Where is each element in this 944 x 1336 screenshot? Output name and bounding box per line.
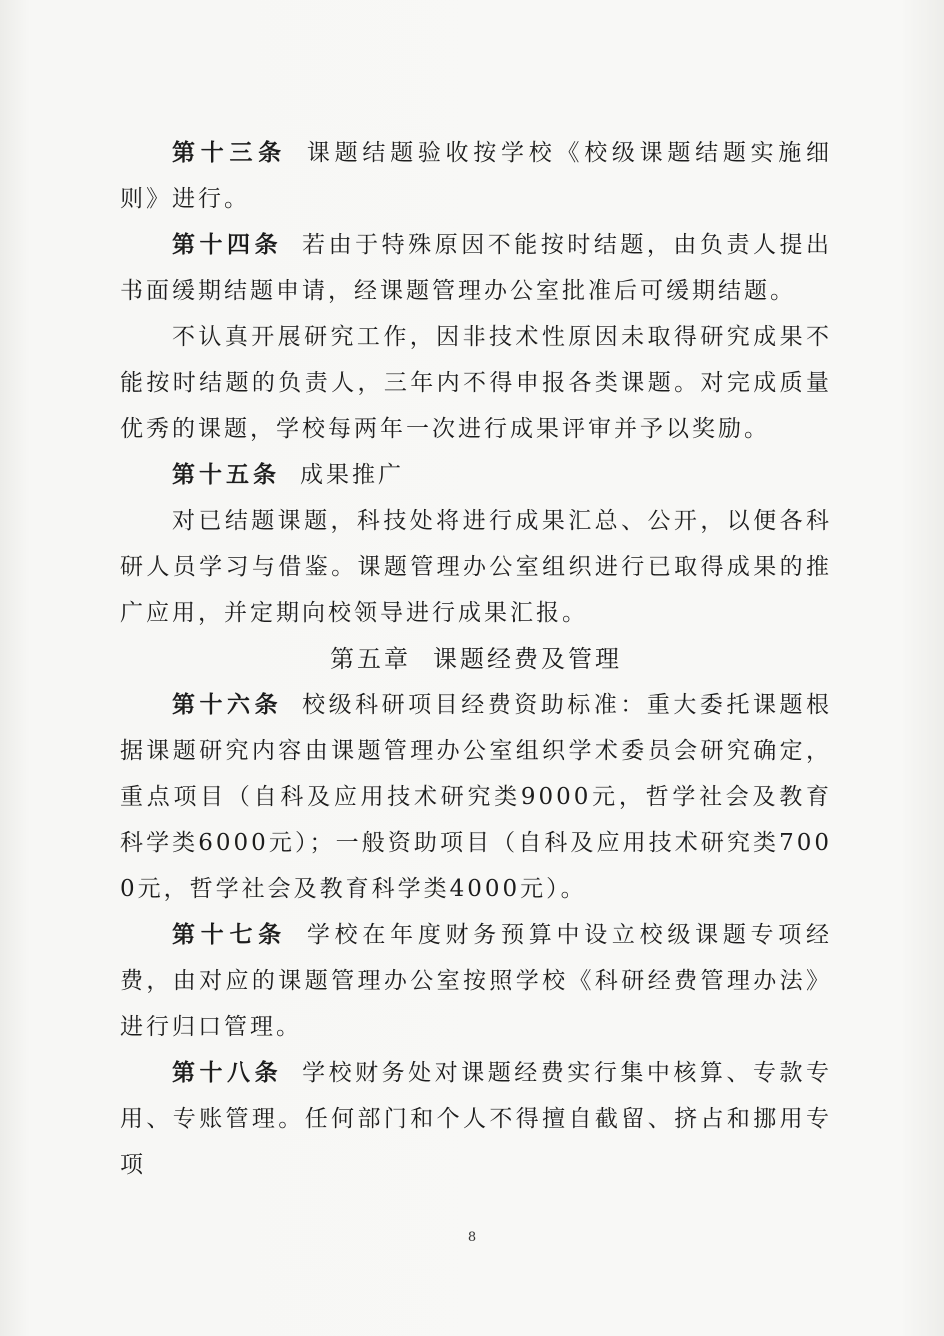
article-13-text: 课题结题验收按学校《校级课题结题实施细则》进行。 (120, 140, 833, 212)
article-16 (120, 682, 832, 912)
article-16-text: 校级科研项目经费资助标准：重大委托课题根据课题研究内容由课题管理办公室组织学术委员会研究确定，重点项目（自科及应用技术研究类9000元，哲学社会及教育科学类6000元）；一般资助项目（自科及应用技术研究类7000元，哲学社会及教育科学类4000元）。 (120, 692, 833, 902)
article-15-text: 成果推广 (300, 462, 404, 488)
page-number: 8 (467, 1230, 477, 1245)
article-13-title: 第十三条 (172, 139, 287, 166)
article-14 (120, 222, 832, 314)
article-18 (120, 1050, 832, 1188)
article-18-text: 学校财务处对课题经费实行集中核算、专款专用、专账管理。任何部门和个人不得擅自截留、挤占和挪用专项 (120, 1060, 833, 1178)
chapter-heading (120, 636, 832, 682)
article-17-text: 学校在年度财务预算中设立校级课题专项经费，由对应的课题管理办公室按照学校《科研经费管理办法》进行归口管理。 (120, 922, 833, 1040)
article-15-title: 第十五条 (172, 461, 280, 488)
article-17 (120, 912, 832, 1050)
article-13 (120, 130, 832, 222)
article-15 (120, 452, 832, 498)
article-16-title: 第十六条 (172, 691, 283, 718)
chapter-name: 课题经费及管理 (433, 645, 622, 673)
article-14-paragraph-2: 不认真开展研究工作，因非技术性原因未取得研究成果不能按时结题的负责人，三年内不得申报各类课题。对完成质量优秀的课题，学校每两年一次进行成果评审并予以奖励。 (120, 324, 832, 442)
article-14-text: 若由于特殊原因不能按时结题，由负责人提出书面缓期结题申请，经课题管理办公室批准后可缓期结题。 (120, 232, 833, 304)
chapter-number: 第五章 (330, 645, 411, 673)
article-18-title: 第十八条 (172, 1059, 283, 1086)
article-15-paragraph-2: 对已结题课题，科技处将进行成果汇总、公开，以便各科研人员学习与借鉴。课题管理办公室组织进行已取得成果的推广应用，并定期向校领导进行成果汇报。 (120, 508, 832, 626)
document-body (120, 130, 832, 1188)
article-17-title: 第十七条 (172, 921, 287, 948)
article-14-title: 第十四条 (172, 231, 283, 258)
